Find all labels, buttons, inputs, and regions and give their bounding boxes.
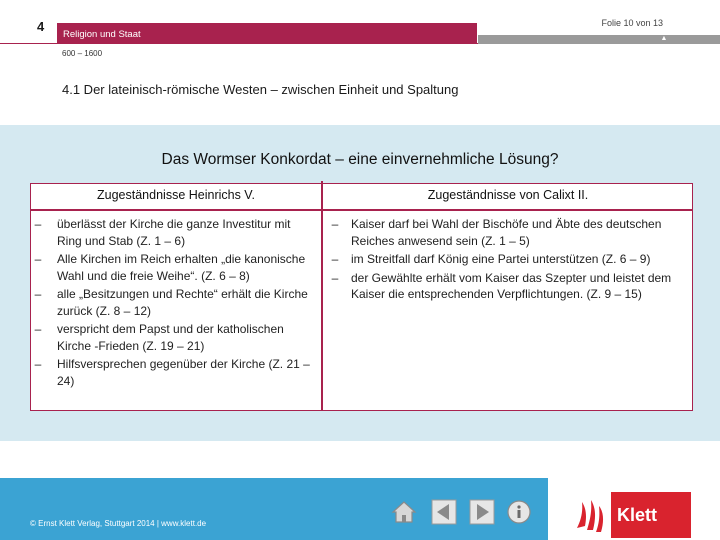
klett-emblem-icon — [571, 490, 611, 540]
heinrich-concessions-list — [33, 216, 315, 391]
back-icon[interactable] — [431, 498, 457, 526]
list-item-text: Kaiser darf bei Wahl der Bischöfe und Äbte des deutschen Reiches anwesend sein (Z. 1 – 5) — [351, 217, 662, 248]
home-icon[interactable] — [391, 498, 417, 526]
klett-logo — [571, 490, 691, 540]
list-item — [330, 216, 688, 249]
left-column-heading: Zugeständnisse Heinrichs V. — [97, 188, 255, 202]
chapter-number: 4 — [37, 19, 45, 34]
forward-icon[interactable] — [469, 498, 495, 526]
scroll-up-icon[interactable]: ▲ — [660, 35, 668, 42]
bullet-dash: – — [34, 252, 42, 266]
list-item — [330, 270, 688, 303]
panel-title: Das Wormser Konkordat – eine einvernehmliche Lösung? — [161, 151, 559, 168]
calixt-concessions-list — [330, 216, 688, 305]
right-column-heading: Zugeständnisse von Calixt II. — [427, 188, 589, 202]
content-panel — [0, 125, 720, 441]
era-label: 600 – 1600 — [62, 49, 103, 58]
chapter-title: Religion und Staat — [63, 29, 141, 40]
chapter-title-band — [57, 23, 477, 44]
list-item-text: Hilfsversprechen gegenüber der Kirche (Z. 21 – 24) — [57, 357, 310, 388]
bullet-dash: – — [34, 357, 42, 371]
bullet-dash: – — [331, 217, 339, 231]
list-item — [33, 321, 315, 354]
info-icon[interactable] — [506, 498, 532, 526]
klett-brand: Klett — [611, 492, 691, 538]
list-item — [330, 251, 688, 268]
bullet-dash: – — [34, 217, 42, 231]
list-item-text: der Gewählte erhält vom Kaiser das Szepter und leistet dem Kaiser die entsprechenden Verpflichtungen. (Z. 9 – 15) — [351, 270, 672, 301]
heading-divider — [30, 209, 693, 211]
list-item-text: verspricht dem Papst und der katholischen Kirche -Frieden (Z. 19 – 21) — [57, 322, 284, 353]
list-item-text: Alle Kirchen im Reich erhalten „die kanonische Wahl und die freie Weihe“. (Z. 6 – 8) — [57, 252, 306, 283]
list-item — [33, 286, 315, 319]
list-item-text: überlässt der Kirche die ganze Investitur mit Ring und Stab (Z. 1 – 6) — [57, 217, 291, 248]
slide-counter: Folie 10 von 13 — [601, 18, 663, 28]
list-item-text: alle „Besitzungen und Rechte“ erhält die Kirche zurück (Z. 8 – 12) — [57, 287, 308, 318]
column-divider — [321, 181, 323, 411]
header-grey-bar — [478, 35, 720, 43]
list-item — [33, 356, 315, 389]
footer-bar — [0, 478, 548, 540]
copyright: © Ernst Klett Verlag, Stuttgart 2014 | www.klett.de — [30, 519, 207, 528]
list-item — [33, 251, 315, 284]
header-divider — [0, 43, 478, 44]
bullet-dash: – — [34, 322, 42, 336]
bullet-dash: – — [331, 270, 339, 285]
section-heading: 4.1 Der lateinisch-römische Westen – zwischen Einheit und Spaltung — [62, 82, 459, 97]
list-item-text: im Streitfall darf König eine Partei unterstützen (Z. 6 – 9) — [351, 252, 651, 266]
bullet-dash: – — [331, 252, 339, 266]
header-grey-divider — [478, 43, 720, 44]
list-item — [33, 216, 315, 249]
bullet-dash: – — [34, 287, 42, 301]
